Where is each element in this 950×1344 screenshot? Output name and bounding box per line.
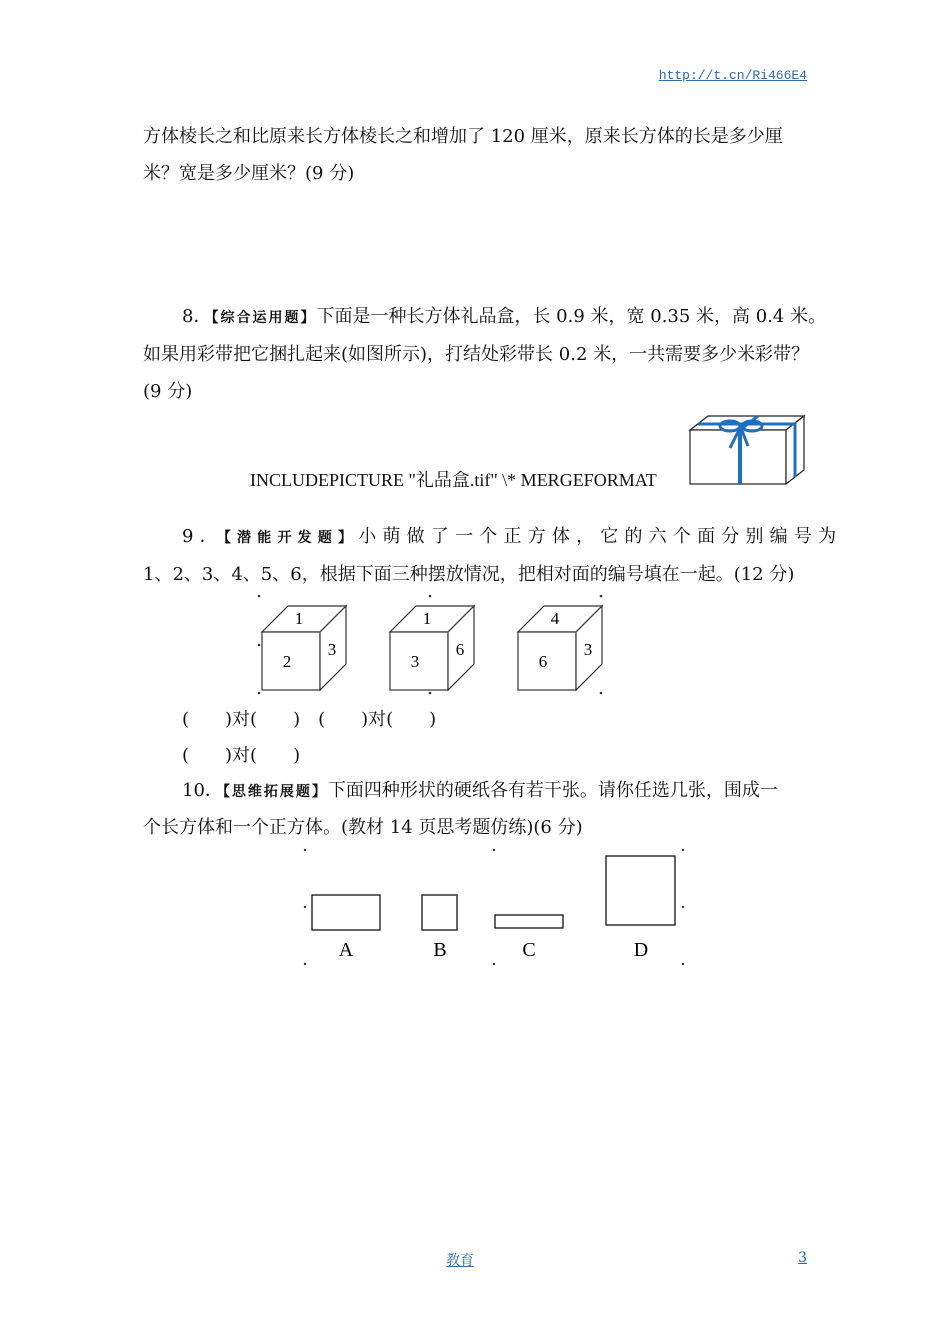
cube-1: [262, 606, 346, 690]
q8-line3: (9 分): [143, 381, 193, 402]
cube-3: [518, 606, 602, 690]
header-link[interactable]: http://t.cn/Ri466E4: [658, 68, 807, 83]
cube-3-top: 4: [550, 609, 560, 628]
q9-text: 小萌做了一个正方体，它的六个面分别编号为: [358, 526, 843, 547]
includepicture-text: INCLUDEPICTURE "礼品盒.tif" \* MERGEFORMAT: [250, 470, 657, 490]
q9-blanks-1: ( )对( ) ( )对( ): [182, 709, 437, 730]
cube-3-front: 6: [538, 652, 548, 671]
cube-1-front: 2: [282, 652, 292, 671]
shape-d-label: D: [633, 939, 649, 961]
q8-text: 下面是一种长方体礼品盒，长 0.9 米，宽 0.35 米，高 0.4 米。: [316, 306, 827, 327]
q9-line2: 1、2、3、4、5、6，根据下面三种摆放情况，把相对面的编号填在一起。(12 分): [143, 564, 795, 585]
shape-c: [495, 915, 563, 928]
q10-text: 下面四种形状的硬纸各有若干张。请你任选几张，围成一: [327, 780, 778, 801]
cubes-figure: [250, 590, 620, 700]
shape-b-label: B: [433, 939, 447, 961]
q7-line1: 方体棱长之和比原来长方体棱长之和增加了 120 厘米，原来长方体的长是多少厘: [143, 126, 783, 147]
cube-2-top: 1: [422, 609, 432, 628]
q9-tag: 【潜能开发题】: [223, 530, 359, 546]
q9-line1: [182, 528, 842, 546]
q8-line2: 如果用彩带把它捆扎起来(如图所示)，打结处彩带长 0.2 米，一共需要多少米彩带？: [143, 344, 810, 365]
q8-tag: 【综合运用题】: [211, 310, 317, 326]
q9-number: 9．: [182, 526, 224, 547]
shape-a-label: A: [338, 939, 354, 961]
q7-line2: 米？宽是多少厘米？(9 分): [143, 163, 355, 184]
q9-blanks-2: ( )对( ): [182, 745, 301, 766]
cube-2-front: 3: [410, 652, 420, 671]
gift-box-figure: [688, 414, 808, 486]
shape-b: [422, 895, 457, 930]
cube-1-side: 3: [327, 640, 337, 659]
cube-2-side: 6: [455, 640, 465, 659]
page-number[interactable]: 3: [798, 1250, 807, 1266]
cube-2: [390, 606, 474, 690]
shape-d: [606, 856, 675, 925]
cube-3-side: 3: [583, 640, 593, 659]
q10-tag: 【思维拓展题】: [222, 784, 328, 800]
q10-number: 10．: [182, 780, 223, 801]
shape-a: [312, 895, 380, 930]
shape-c-label: C: [522, 939, 536, 961]
q8-line1: [182, 308, 826, 326]
cube-1-top: 1: [294, 609, 304, 628]
q10-line1: [182, 782, 778, 800]
shapes-figure: [300, 845, 690, 970]
footer-left-link[interactable]: 教育: [446, 1253, 474, 1269]
q8-number: 8．: [182, 306, 212, 327]
q10-line2: 个长方体和一个正方体。(教材 14 页思考题仿练)(6 分): [143, 817, 583, 838]
